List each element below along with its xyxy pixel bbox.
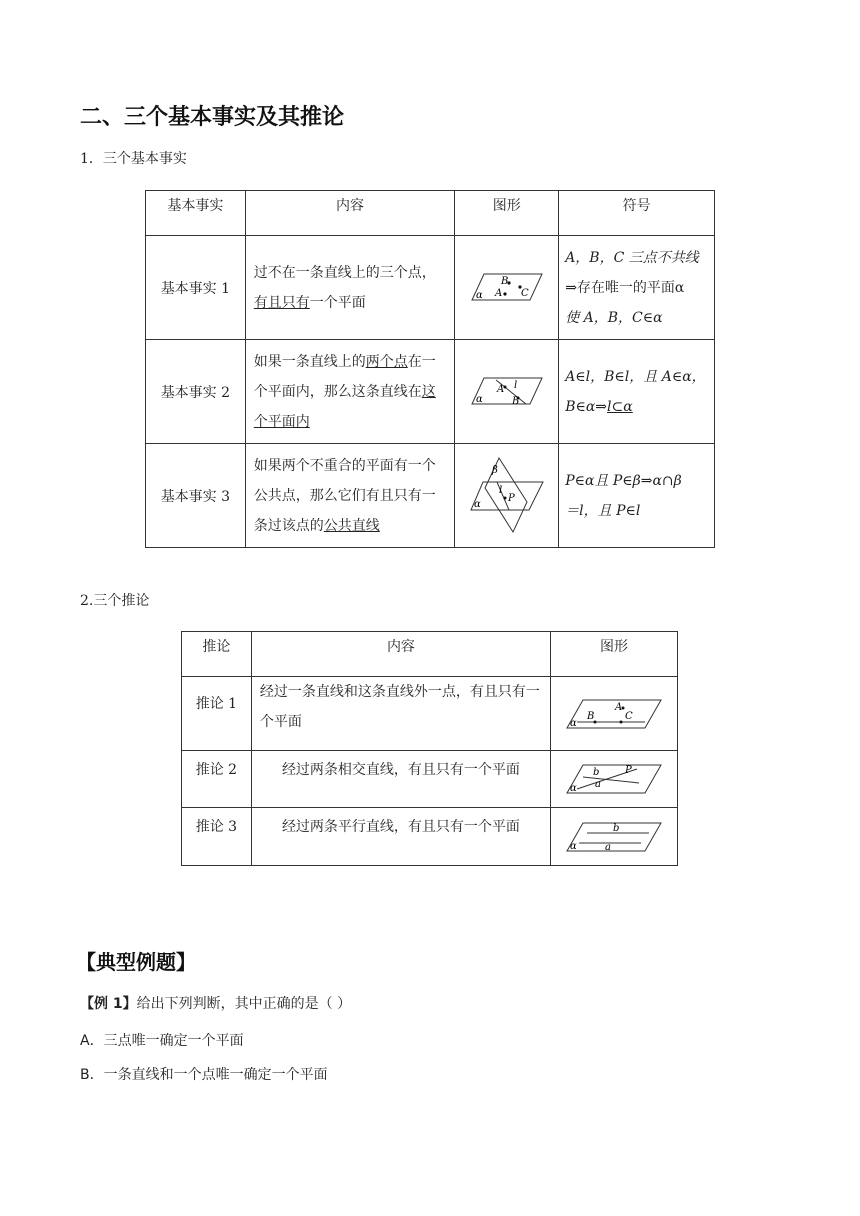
table-row (182, 677, 678, 751)
svg-text:β: β (491, 464, 498, 476)
svg-text:P: P (507, 492, 515, 504)
parallel-lines-figure (565, 821, 663, 853)
svg-text:C: C (520, 287, 529, 299)
row-figure (551, 751, 678, 808)
table-row (146, 444, 715, 548)
row-name: 基本事实 1 (146, 236, 246, 340)
row-name: 推论 2 (182, 751, 252, 808)
table-row (182, 808, 678, 866)
row-figure (455, 236, 559, 340)
part2-title: 2.三个推论 (80, 593, 150, 609)
svg-text:B: B (511, 395, 520, 407)
svg-text:l: l (513, 379, 517, 391)
svg-text:α: α (473, 498, 481, 510)
corollaries-table (181, 631, 678, 866)
svg-text:B: B (587, 710, 595, 722)
row-figure (551, 808, 678, 866)
header-content: 内容 (245, 191, 455, 236)
row-content: 经过两条平行直线，有且只有一个平面 (251, 808, 550, 866)
row-symbol: A，B，C 三点不共线 ⇒存在唯一的平面α 使 A，B，C∈α (559, 236, 715, 340)
svg-text:B: B (500, 275, 509, 287)
row-name: 推论 1 (182, 677, 252, 751)
row-figure (551, 677, 678, 751)
two-planes-figure (469, 456, 545, 536)
svg-text:b: b (613, 822, 620, 834)
row-name: 基本事实 2 (146, 340, 246, 444)
row-name: 推论 3 (182, 808, 252, 866)
svg-text:α: α (475, 393, 483, 405)
line-and-point-figure (565, 698, 663, 730)
svg-text:α: α (475, 289, 483, 301)
row-figure (455, 444, 559, 548)
table-row (182, 751, 678, 808)
svg-text:a: a (605, 841, 611, 853)
row-symbol: P∈α且 P∈β⇒α∩β ＝l，且 P∈l (559, 444, 715, 548)
row-content: 如果一条直线上的两个点在一个平面内，那么这条直线在这个平面内 (245, 340, 455, 444)
svg-text:C: C (625, 710, 633, 722)
example-stem: 【例 1】给出下列判断，其中正确的是（ ） (80, 996, 352, 1012)
svg-text:P: P (625, 765, 632, 776)
svg-text:α: α (570, 717, 577, 729)
row-figure (455, 340, 559, 444)
plane-line-figure (470, 376, 544, 408)
header-fact: 基本事实 (146, 191, 246, 236)
basic-facts-table (145, 190, 715, 548)
svg-text:A: A (496, 383, 504, 395)
part1-title: 1．三个基本事实 (80, 151, 187, 167)
row-symbol: A∈l，B∈l，且 A∈α， B∈α⇒l⊂α (559, 340, 715, 444)
row-content: 经过两条相交直线，有且只有一个平面 (251, 751, 550, 808)
option-a[interactable]: A．三点唯一确定一个平面 (80, 1033, 244, 1049)
header-figure: 图形 (455, 191, 559, 236)
svg-text:α: α (570, 840, 577, 852)
svg-text:A: A (494, 287, 502, 299)
svg-text:l: l (498, 484, 502, 496)
svg-text:b: b (593, 767, 600, 778)
table-row (146, 236, 715, 340)
option-b[interactable]: B．一条直线和一个点唯一确定一个平面 (80, 1067, 328, 1083)
row-content: 经过一条直线和这条直线外一点，有且只有一个平面 (251, 677, 550, 751)
section-title: 二、三个基本事实及其推论 (80, 105, 345, 130)
header-symbol: 符号 (559, 191, 715, 236)
row-content: 如果两个不重合的平面有一个公共点，那么它们有且只有一条过该点的公共直线 (245, 444, 455, 548)
svg-text:a: a (595, 779, 601, 790)
svg-text:A: A (615, 701, 623, 713)
intersecting-lines-figure (565, 763, 663, 795)
examples-title: 【典型例题】 (76, 950, 196, 974)
row-content: 过不在一条直线上的三个点，有且只有一个平面 (245, 236, 455, 340)
header-figure: 图形 (551, 632, 678, 677)
row-name: 基本事实 3 (146, 444, 246, 548)
example-tag: 【例 1】 (80, 996, 137, 1012)
svg-text:α: α (570, 783, 577, 794)
table-row (146, 340, 715, 444)
header-content: 内容 (251, 632, 550, 677)
plane-three-points-figure (470, 272, 544, 304)
header-corollary: 推论 (182, 632, 252, 677)
